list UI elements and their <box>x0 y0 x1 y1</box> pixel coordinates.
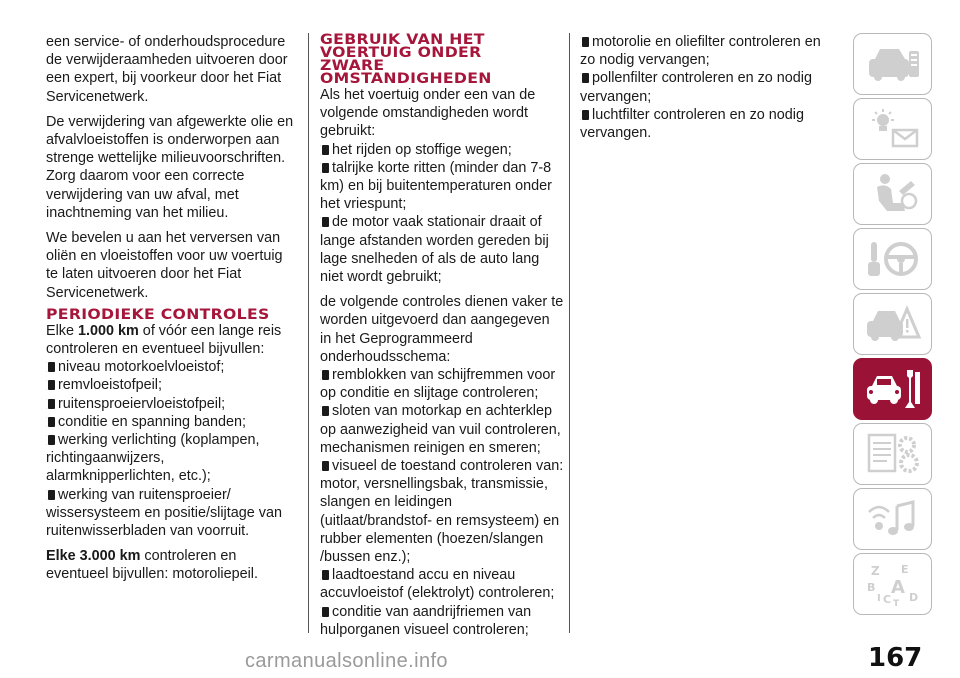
tab-warning-lights[interactable] <box>853 98 932 160</box>
bullet-icon <box>580 73 589 83</box>
index-letter: Z <box>870 564 880 578</box>
page-number: 167 <box>868 643 923 673</box>
paragraph-intro <box>46 322 296 358</box>
bullet-icon <box>580 110 589 120</box>
paragraph: de volgende controles dienen vaker te worden uitgevoerd dan aangegeven in het Geprogrammeerd onderhoudsschema: <box>320 294 564 365</box>
paragraph: De verwijdering van afgewerkte olie en afvalvloeistoffen is onderworpen aan strenge wettelijke milieuvoorschriften. Zorg daarom voor een correcte verwijdering van uw afval, met inachtneming van het milieu. <box>46 113 294 221</box>
multimedia-icon <box>863 496 923 542</box>
list-item <box>320 141 564 159</box>
list-item-text: remblokken van schijfremmen voor op conditie en slijtage controleren; <box>320 367 556 402</box>
list-item <box>320 603 564 639</box>
tab-multimedia[interactable] <box>853 488 932 550</box>
index-letter: A <box>890 577 905 598</box>
column-divider-right <box>569 33 570 633</box>
bullet-icon <box>46 362 55 372</box>
alphabetical-index-icon <box>863 561 923 607</box>
list-item-text: motorolie en oliefilter controleren en zo nodig vervangen; <box>580 34 821 69</box>
tab-safety[interactable] <box>853 163 932 225</box>
list-item-text: laadtoestand accu en niveau accuvloeistof (elektrolyt) controleren; <box>320 567 555 602</box>
car-dashboard-icon <box>863 41 923 87</box>
column-2 <box>320 33 564 639</box>
list-item <box>320 402 564 457</box>
column-divider-left <box>308 33 309 633</box>
intro-text: Elke <box>46 322 78 339</box>
key-steering-wheel-icon <box>863 236 923 282</box>
list-item-text: visueel de toestand controleren van: motor, versnellingsbak, transmissie, slangen en leidingen (uitlaat/brandstof- en remsysteem) en rubber elementen (hoezen/slangen /bussen enz.); <box>320 458 564 566</box>
list-item <box>320 457 564 566</box>
section-heading-periodieke-controles: PERIODIEKE CONTROLES <box>46 306 270 323</box>
bullet-icon <box>580 37 589 47</box>
paragraph: We bevelen u aan het verversen van oliën en vloeistoffen voor uw voertuig te laten uitvoeren door het Fiat Servicenetwerk. <box>46 230 283 301</box>
index-letter: E <box>900 563 909 576</box>
list-item <box>46 486 296 541</box>
list-item-text: ruitensproeiervloeistofpeil; <box>58 395 226 412</box>
bullet-icon <box>46 490 55 500</box>
tab-emergency[interactable] <box>853 293 932 355</box>
list-item <box>320 213 564 286</box>
list-item-text: remvloeistofpeil; <box>58 377 162 394</box>
bullet-icon <box>46 417 55 427</box>
last-strong: Elke 3.000 km <box>46 548 141 565</box>
bullet-icon <box>46 380 55 390</box>
bullet-icon <box>46 435 55 445</box>
index-letter: D <box>908 591 918 604</box>
list-item <box>580 69 832 105</box>
bullet-icon <box>320 163 329 173</box>
list-item-text: niveau motorkoelvloeistof; <box>58 359 225 376</box>
bullet-icon <box>320 461 329 471</box>
tab-starting-driving[interactable] <box>853 228 932 290</box>
list-item <box>320 566 564 602</box>
intro-strong: 1.000 km <box>78 322 139 339</box>
list-item-text: pollenfilter controleren en zo nodig vervangen; <box>580 70 812 105</box>
list-item <box>46 358 296 376</box>
bullet-list <box>580 33 832 142</box>
paragraph: een service- of onderhoudsprocedure de verwijderaamheden uitvoeren door een expert, bij voorkeur door het Fiat Servicenetwerk. <box>46 34 288 105</box>
list-item <box>46 395 296 413</box>
list-item-text: luchtfilter controleren en zo nodig vervangen. <box>580 106 804 142</box>
section-heading-zware-omstandigheden: GEBRUIK VAN HET VOERTUIG ONDER ZWARE OMSTANDIGHEDEN <box>320 32 492 87</box>
index-letter: B <box>866 581 875 594</box>
list-item <box>46 431 296 486</box>
list-item-text: conditie van aandrijfriemen van hulporganen visueel controleren; <box>320 603 532 638</box>
paragraph-last <box>46 547 296 583</box>
paragraph-intro: Als het voertuig onder een van de volgende omstandigheden wordt gebruikt: <box>320 87 536 140</box>
list-item <box>580 33 832 69</box>
list-item-text: sloten van motorkap en achterklep op aanwezigheid van vuil controleren, mechanismen reinigen en smeren; <box>320 403 561 456</box>
list-item-text: werking verlichting (koplampen, richtingaanwijzers, alarmknipperlichten, etc.); <box>46 432 260 485</box>
bullet-list <box>320 366 564 639</box>
bullet-icon <box>320 406 329 416</box>
tab-index[interactable] <box>853 553 932 615</box>
list-item <box>320 366 564 402</box>
tab-maintenance[interactable] <box>853 358 932 420</box>
bullet-icon <box>320 607 329 617</box>
list-item <box>46 413 296 431</box>
list-item <box>46 376 296 394</box>
bullet-icon <box>320 145 329 155</box>
technical-data-icon <box>863 431 923 477</box>
list-item <box>580 106 832 142</box>
bullet-icon <box>320 570 329 580</box>
tab-technical-data[interactable] <box>853 423 932 485</box>
chapter-tabs <box>853 33 933 618</box>
list-item-text: conditie en spanning banden; <box>58 413 247 430</box>
bullet-list <box>320 141 564 287</box>
watermark: carmanualsonline.info <box>245 650 448 672</box>
list-item-text: werking van ruitensproeier/ wissersysteem en positie/slijtage van ruitenwisserbladen van voorruit. <box>46 486 282 540</box>
column-3 <box>580 33 832 142</box>
list-item-text: de motor vaak stationair draait of lange afstanden worden gereden bij lage snelheden of als de auto lang niet wordt gebruikt; <box>320 214 549 286</box>
car-maintenance-icon <box>863 366 923 412</box>
tab-dashboard[interactable] <box>853 33 932 95</box>
index-letter: T <box>892 599 899 607</box>
list-item-text: talrijke korte ritten (minder dan 7-8 km) en bij buitentemperaturen onder het vriespunt; <box>320 159 552 213</box>
list-item <box>320 159 564 214</box>
warning-light-message-icon <box>863 106 923 152</box>
list-item-text: het rijden op stoffige wegen; <box>332 141 512 158</box>
intro-text: of vóór een lange reis controleren en eventueel bijvullen: <box>46 322 282 358</box>
bullet-icon <box>320 217 329 227</box>
index-letter: C <box>882 593 891 606</box>
bullet-icon <box>320 370 329 380</box>
column-1 <box>46 33 296 591</box>
last-text: controleren en eventueel bijvullen: motoroliepeil. <box>46 548 258 583</box>
index-letter: I <box>876 593 881 604</box>
bullet-icon <box>46 399 55 409</box>
bullet-list <box>46 358 296 540</box>
car-breakdown-icon <box>863 301 923 347</box>
seat-airbag-icon <box>863 171 923 217</box>
